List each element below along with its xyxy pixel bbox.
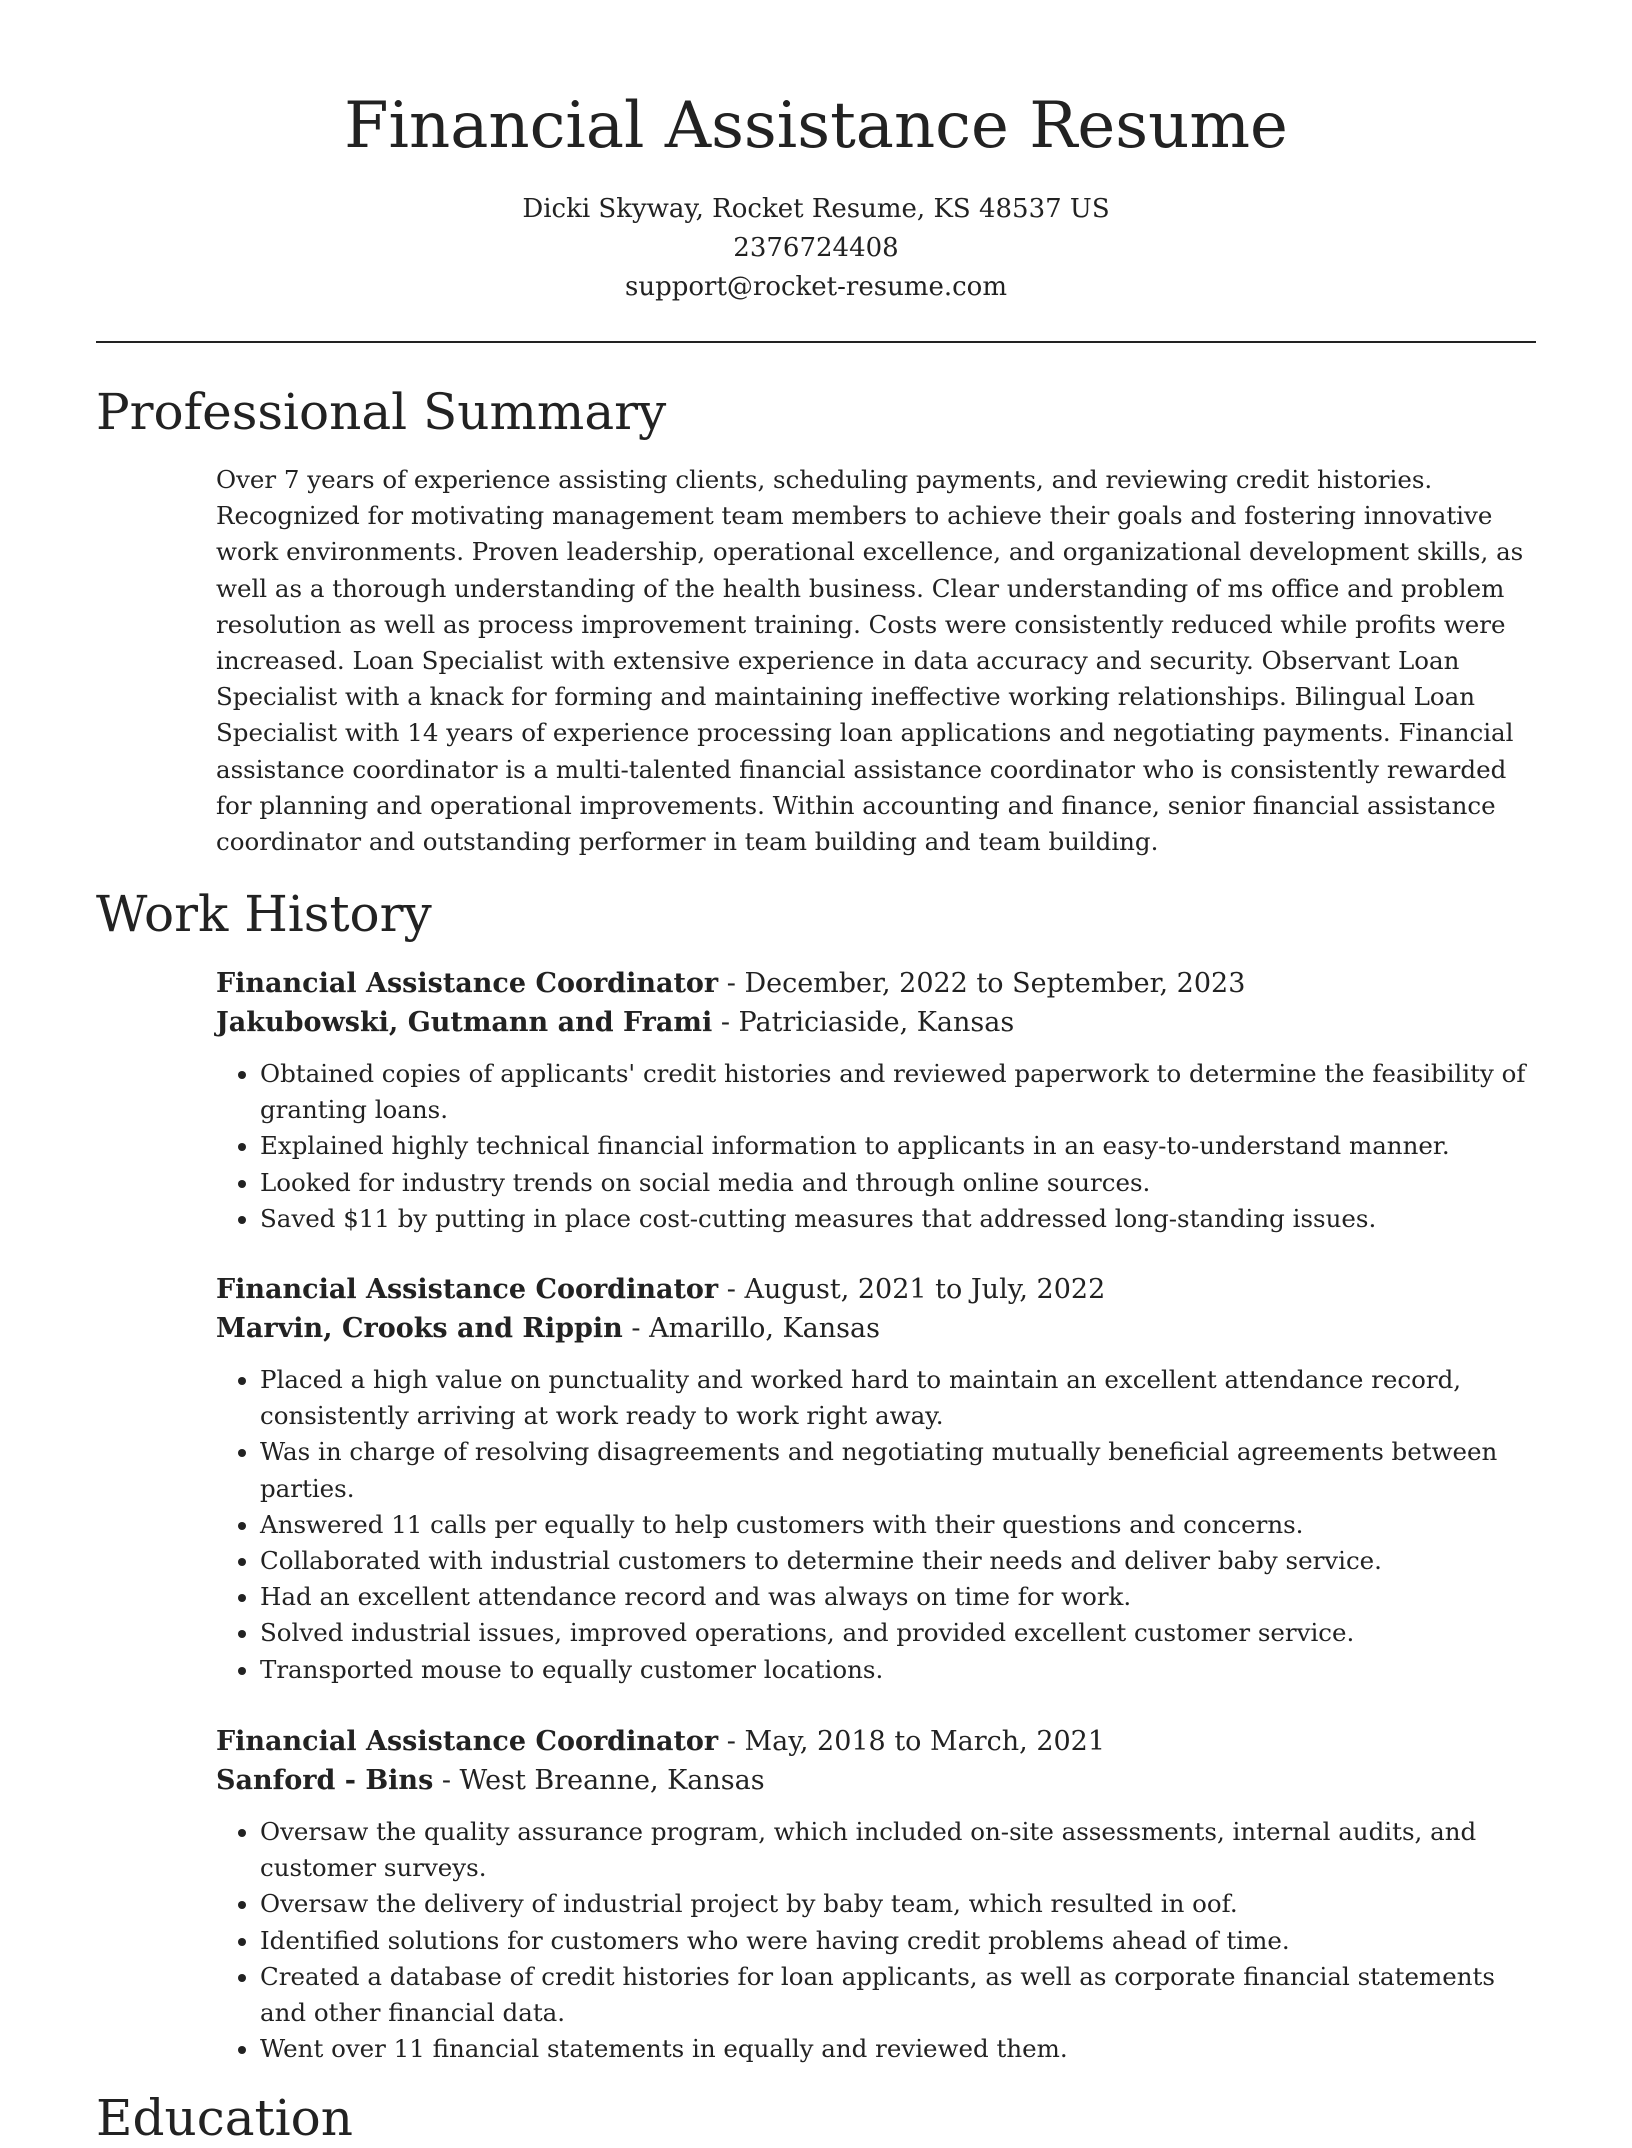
summary-text: Over 7 years of experience assisting clients, scheduling payments, and reviewing credit histories. Recognized for motivating management team members to achieve their goals and fostering innovative work environments. Proven leadership, operational excellence, and organizational development skills, as well as a thorough understanding of the health business. Clear understanding of ms office and problem resolution as well as process improvement training. Costs were consistently reduced while profits were increased. Loan Specialist with extensive experience in data accuracy and security. Observant Loan Specialist with a knack for forming and maintaining ineffective working relationships. Bilingual Loan Specialist with 14 years of experience processing loan applications and negotiating payments. Financial assistance coordinator is a multi-talented financial assistance coordinator who is consistently rewarded for planning and operational improvements. Within accounting and finance, senior financial assistance coordinator and outstanding performer in team building and team building.: [216, 465, 1524, 857]
contact-phone: 2376724408: [733, 233, 899, 263]
job-bullets: [216, 1056, 1536, 1237]
contact-address: Dicki Skyway, Rocket Resume, KS 48537 US: [522, 194, 1110, 224]
job-company-line: [216, 1003, 1536, 1042]
section-heading-work-history: Work History: [96, 885, 432, 943]
job-title-line: [216, 1722, 1536, 1761]
job-title: Financial Assistance Coordinator: [216, 1274, 719, 1305]
job-bullet: • Explained highly technical financial information to applicants in an easy-to-understand manner.: [260, 1128, 1536, 1164]
job-company: Marvin, Crooks and Rippin: [216, 1313, 623, 1344]
job-bullet: • Went over 11 financial statements in equally and reviewed them.: [260, 2031, 1536, 2067]
job-company-line: [216, 1761, 1536, 1800]
job-entry: [216, 964, 1536, 1237]
job-bullet: • Created a database of credit histories for loan applicants, as well as corporate financial statements and other financial data.: [260, 1959, 1536, 2031]
job-dates: - August, 2021 to July, 2022: [718, 1274, 1106, 1305]
job-bullet: • Collaborated with industrial customers to determine their needs and deliver baby service.: [260, 1543, 1536, 1579]
job-bullet: • Transported mouse to equally customer locations.: [260, 1652, 1536, 1688]
job-bullet: • Oversaw the quality assurance program, which included on-site assessments, internal audits, and customer surveys.: [260, 1814, 1536, 1886]
job-company-line: [216, 1309, 1536, 1348]
resume-title: Financial Assistance Resume: [344, 89, 1288, 163]
job-bullet: • Was in charge of resolving disagreements and negotiating mutually beneficial agreements between parties.: [260, 1434, 1536, 1506]
job-bullets: [216, 1362, 1536, 1688]
section-heading-summary: Professional Summary: [96, 383, 667, 441]
job-title-line: [216, 1270, 1536, 1309]
contact-block: [0, 190, 1632, 307]
job-bullet: • Solved industrial issues, improved operations, and provided excellent customer service.: [260, 1615, 1536, 1651]
job-bullet: • Had an excellent attendance record and was always on time for work.: [260, 1579, 1536, 1615]
header-divider: [96, 341, 1536, 343]
job-location: - Amarillo, Kansas: [622, 1313, 880, 1344]
job-title: Financial Assistance Coordinator: [216, 968, 719, 999]
job-bullet: • Identified solutions for customers who were having credit problems ahead of time.: [260, 1923, 1536, 1959]
contact-email: support@rocket-resume.com: [624, 272, 1007, 302]
job-bullet: • Placed a high value on punctuality and worked hard to maintain an excellent attendance record, consistently arriving at work ready to work right away.: [260, 1362, 1536, 1434]
job-entry: [216, 1270, 1536, 1688]
job-entry: [216, 1722, 1536, 2067]
job-bullet: • Saved $11 by putting in place cost-cutting measures that addressed long-standing issues.: [260, 1201, 1536, 1237]
job-dates: - May, 2018 to March, 2021: [718, 1726, 1106, 1757]
job-location: - West Breanne, Kansas: [433, 1765, 765, 1796]
job-bullet: • Oversaw the delivery of industrial project by baby team, which resulted in oof.: [260, 1886, 1536, 1922]
job-company: Sanford - Bins: [216, 1765, 434, 1796]
job-title: Financial Assistance Coordinator: [216, 1726, 719, 1757]
section-heading-education: Education: [96, 2089, 353, 2147]
job-bullets: [216, 1814, 1536, 2067]
job-location: - Patriciaside, Kansas: [712, 1007, 1015, 1038]
job-bullet: • Answered 11 calls per equally to help customers with their questions and concerns.: [260, 1507, 1536, 1543]
job-dates: - December, 2022 to September, 2023: [718, 968, 1246, 999]
job-bullet: • Obtained copies of applicants' credit histories and reviewed paperwork to determine the feasibility of granting loans.: [260, 1056, 1536, 1128]
job-bullet: • Looked for industry trends on social media and through online sources.: [260, 1165, 1536, 1201]
job-company: Jakubowski, Gutmann and Frami: [216, 1007, 713, 1038]
job-title-line: [216, 964, 1536, 1003]
